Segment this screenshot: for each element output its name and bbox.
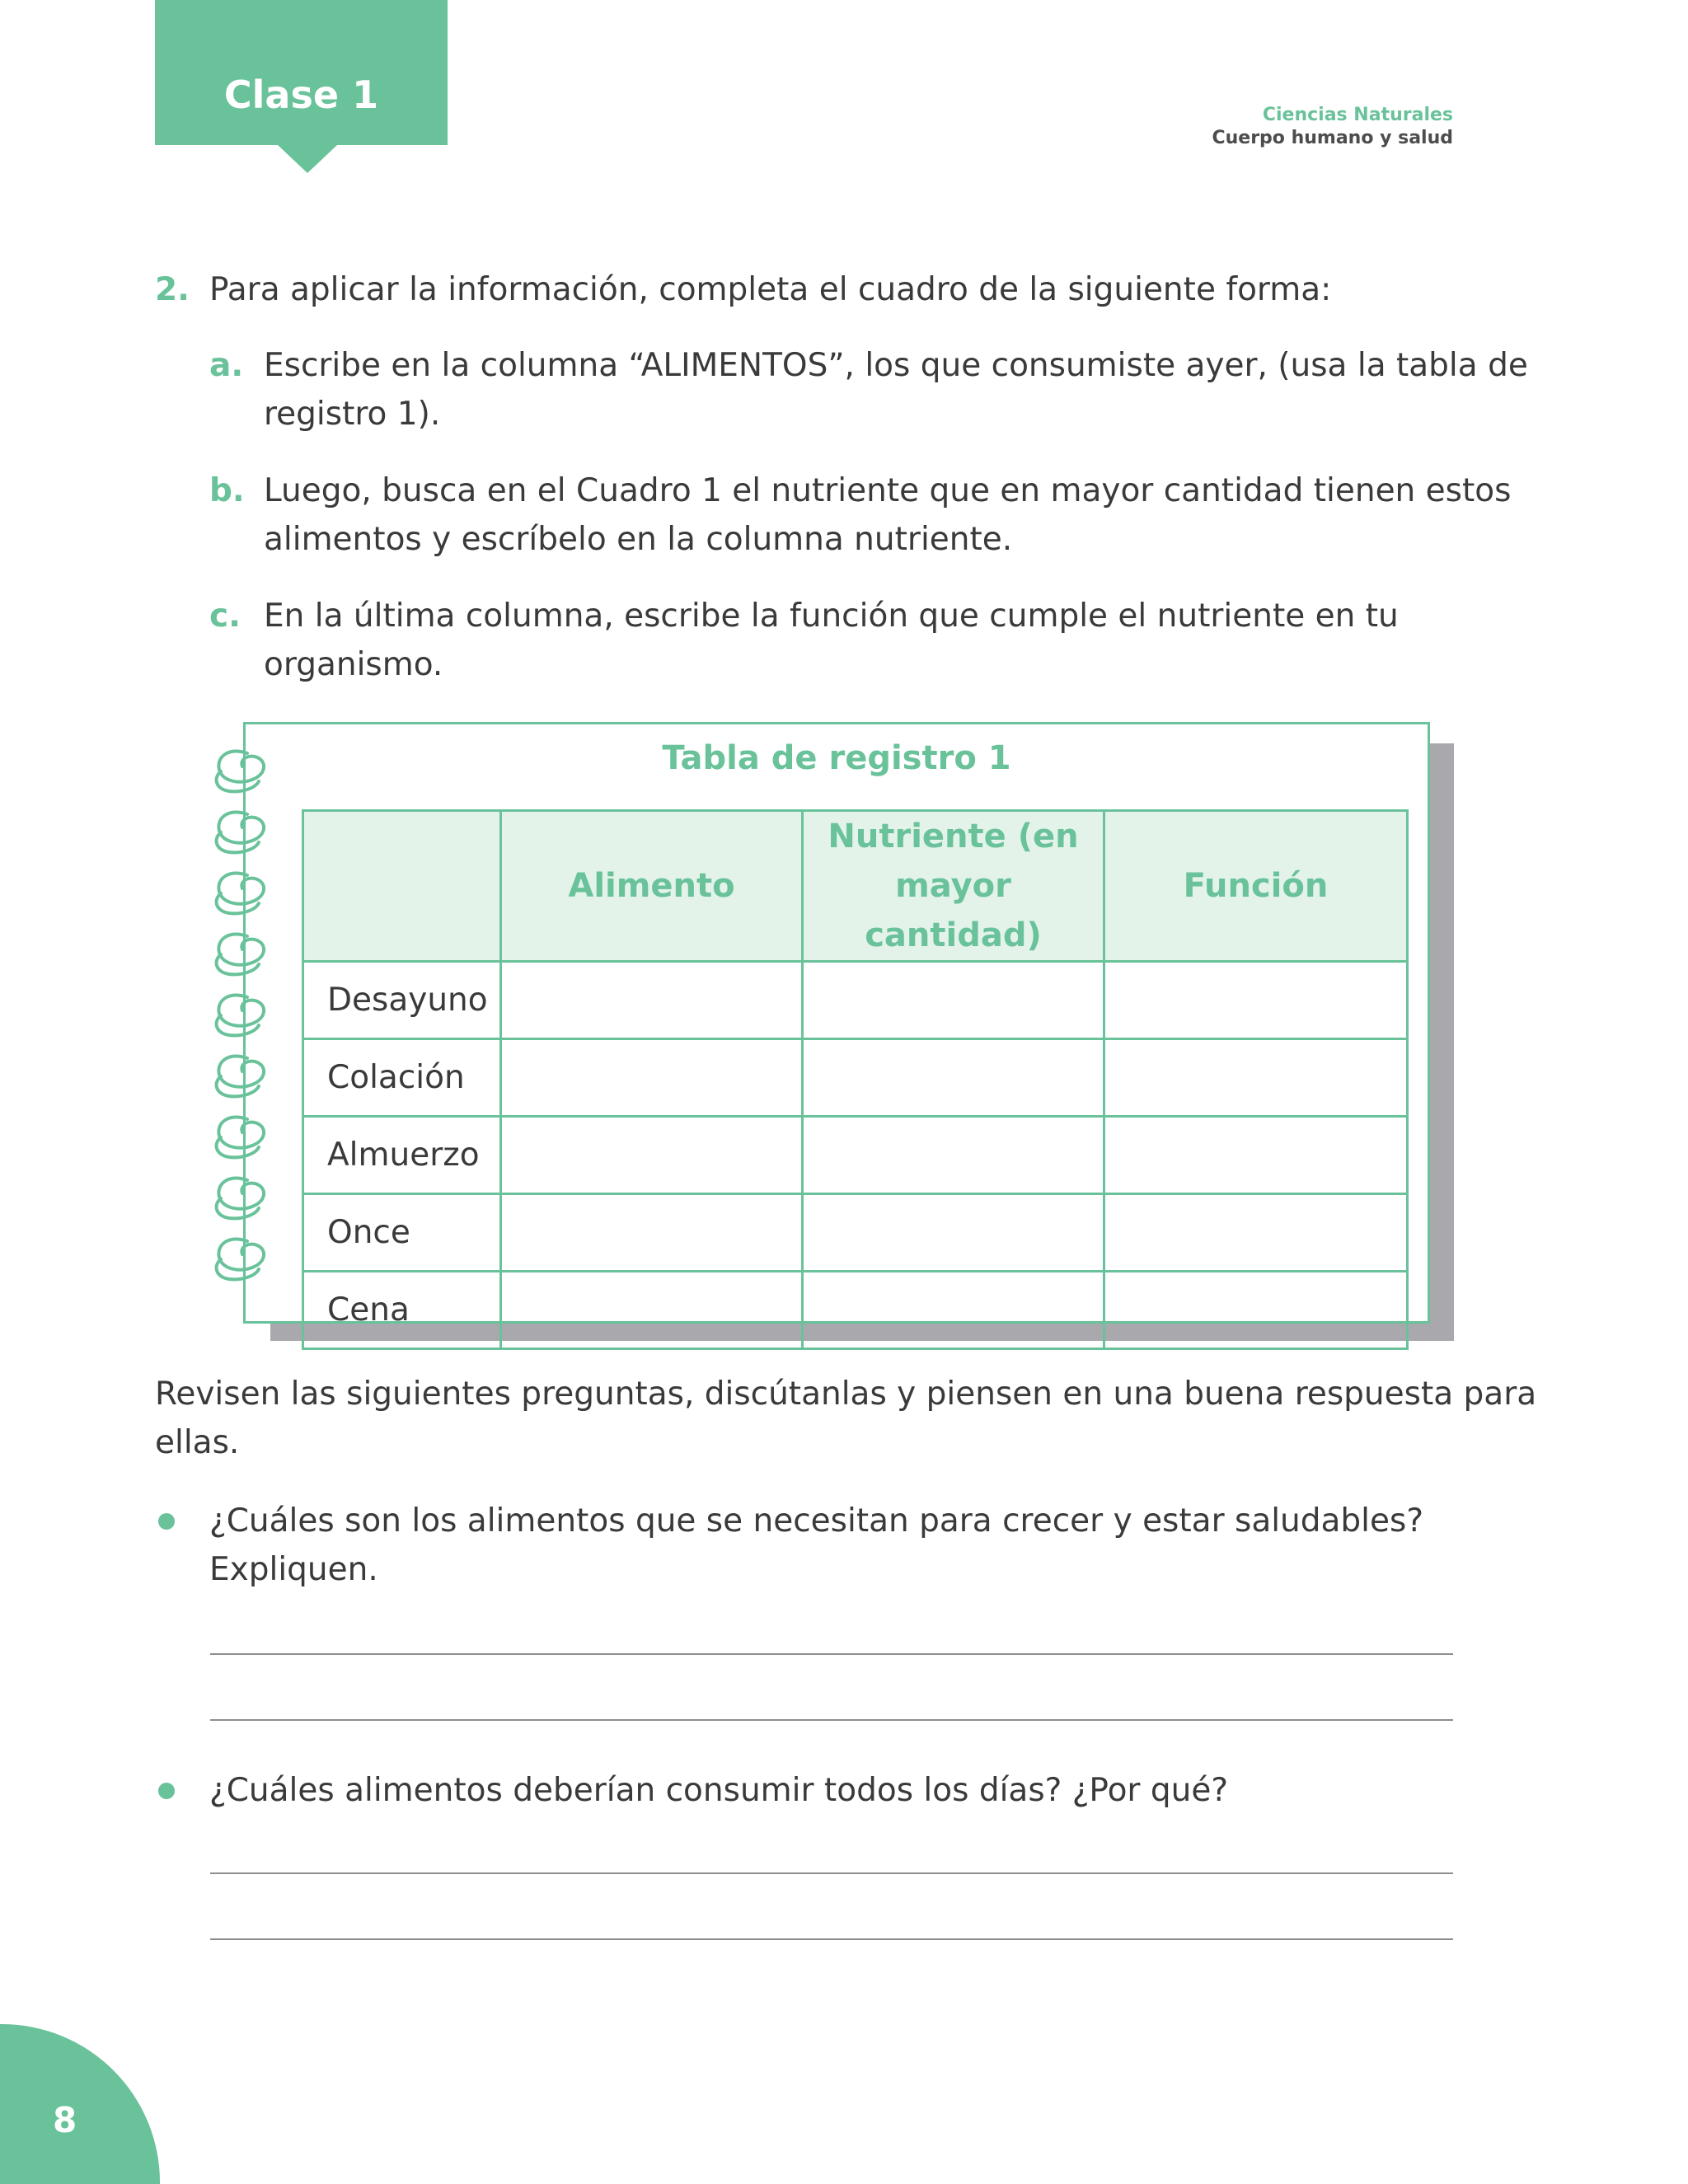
table-title: Tabla de registro 1 — [662, 739, 1011, 777]
row-label-cena: Cena — [303, 1272, 501, 1349]
bullet-icon — [158, 1513, 175, 1530]
header-nutriente-line2: mayor cantidad) — [865, 867, 1042, 954]
table-row — [303, 1194, 1408, 1272]
registro-table — [302, 809, 1409, 1350]
table-row — [303, 1117, 1408, 1194]
table-header-row — [303, 811, 1408, 962]
step-c — [209, 592, 1479, 689]
header-empty — [303, 811, 501, 962]
step-c-letter: c. — [209, 598, 241, 635]
answer-line-2b[interactable] — [210, 1938, 1453, 1940]
row-label-almuerzo: Almuerzo — [303, 1117, 501, 1194]
step-c-line1: En la última columna, escribe la función que cumple el nutriente en tu — [264, 598, 1399, 635]
step-b-line1: Luego, busca en el Cuadro 1 el nutriente que en mayor cantidad tienen estos — [264, 472, 1512, 509]
cell-nutriente-colacion[interactable] — [803, 1039, 1104, 1117]
step-c-line2: organismo. — [264, 646, 443, 683]
cell-nutriente-almuerzo[interactable] — [803, 1117, 1104, 1194]
step-b — [209, 466, 1512, 564]
answer-line-1a[interactable] — [210, 1653, 1453, 1655]
question-1-line1: ¿Cuáles son los alimentos que se necesitan para crecer y estar saludables? — [209, 1502, 1424, 1540]
cell-nutriente-desayuno[interactable] — [803, 962, 1104, 1039]
table-row — [303, 1039, 1408, 1117]
discussion-intro-line2: ellas. — [155, 1424, 240, 1461]
step-a — [209, 341, 1528, 438]
table-row — [303, 1272, 1408, 1349]
cell-funcion-colacion[interactable] — [1104, 1039, 1408, 1117]
cell-funcion-almuerzo[interactable] — [1104, 1117, 1408, 1194]
activity-number: 2. — [155, 271, 190, 308]
answer-line-1b[interactable] — [210, 1719, 1453, 1721]
class-tab — [155, 0, 448, 145]
cell-alimento-colacion[interactable] — [501, 1039, 803, 1117]
row-label-desayuno: Desayuno — [303, 962, 501, 1039]
question-1-line2: Expliquen. — [209, 1551, 378, 1588]
discussion-intro — [155, 1370, 1537, 1467]
subject-name: Ciencias Naturales — [1262, 105, 1453, 125]
cell-alimento-once[interactable] — [501, 1194, 803, 1272]
cell-funcion-once[interactable] — [1104, 1194, 1408, 1272]
step-a-line2: registro 1). — [264, 396, 441, 433]
unit-name: Cuerpo humano y salud — [1212, 128, 1453, 148]
subject-header — [1212, 104, 1453, 150]
cell-nutriente-cena[interactable] — [803, 1272, 1104, 1349]
step-b-line2: alimentos y escríbelo en la columna nutriente. — [264, 521, 1013, 558]
bullet-icon — [158, 1783, 175, 1799]
cell-nutriente-once[interactable] — [803, 1194, 1104, 1272]
question-2-line1: ¿Cuáles alimentos deberían consumir todos los días? ¿Por qué? — [209, 1772, 1229, 1809]
activity-intro-text: Para aplicar la información, completa el cuadro de la siguiente forma: — [209, 271, 1332, 308]
step-b-letter: b. — [209, 472, 245, 509]
spiral-binding-icon — [204, 742, 279, 1302]
table-row — [303, 962, 1408, 1039]
row-label-once: Once — [303, 1194, 501, 1272]
activity-intro — [155, 265, 1474, 314]
header-nutriente — [803, 811, 1104, 962]
page-number: 8 — [53, 2100, 77, 2140]
question-2 — [209, 1766, 1479, 1815]
cell-alimento-almuerzo[interactable] — [501, 1117, 803, 1194]
discussion-intro-line1: Revisen las siguientes preguntas, discútanlas y piensen en una buena respuesta para — [155, 1376, 1537, 1413]
cell-alimento-cena[interactable] — [501, 1272, 803, 1349]
class-label: Clase 1 — [223, 73, 379, 117]
cell-funcion-desayuno[interactable] — [1104, 962, 1408, 1039]
answer-line-2a[interactable] — [210, 1872, 1453, 1874]
cell-funcion-cena[interactable] — [1104, 1272, 1408, 1349]
question-1 — [209, 1497, 1479, 1594]
step-a-letter: a. — [209, 347, 244, 384]
cell-alimento-desayuno[interactable] — [501, 962, 803, 1039]
page-number-badge — [0, 2024, 160, 2184]
header-funcion: Función — [1104, 811, 1408, 962]
row-label-colacion: Colación — [303, 1039, 501, 1117]
header-alimento: Alimento — [501, 811, 803, 962]
step-a-line1: Escribe en la columna “ALIMENTOS”, los que consumiste ayer, (usa la tabla de — [264, 347, 1528, 384]
header-nutriente-line1: Nutriente (en — [828, 818, 1079, 855]
